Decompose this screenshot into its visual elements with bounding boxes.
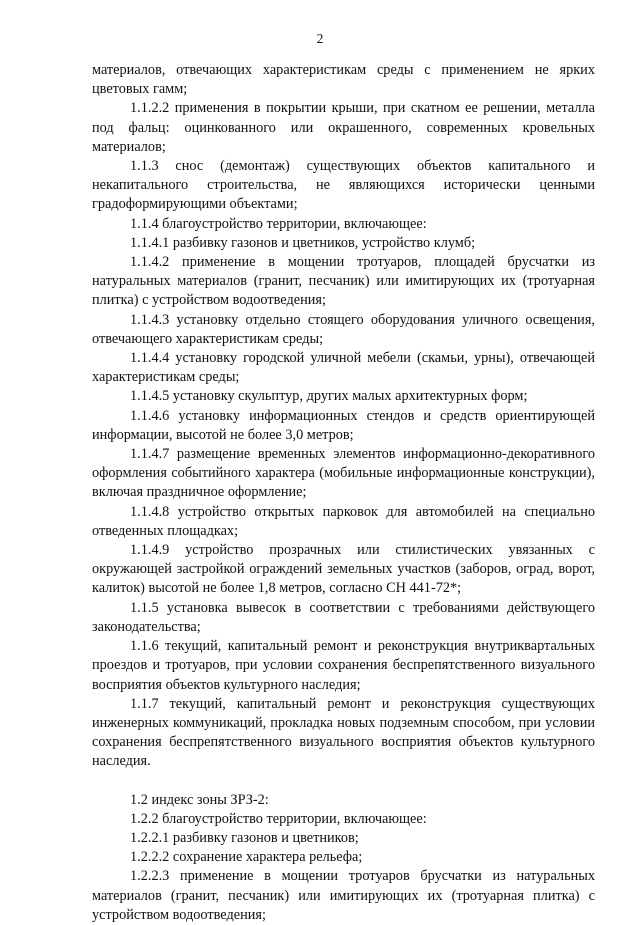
paragraph-1-2-2-1: 1.2.2.1 разбивку газонов и цветников; <box>130 829 359 846</box>
paragraph-1-1-4-9: 1.1.4.9 устройство прозрачных или стилистических увязанных с окружающей застройкой ограждений земельных участков (заборов, оград, ворот, калиток) высотой не более 1,8 метров, согласно СН 441-72*; <box>92 542 595 597</box>
paragraph-1-2-2: 1.2.2 благоустройство территории, включающее: <box>130 810 427 827</box>
paragraph-1-1-4-4: 1.1.4.4 установку городской уличной мебели (скамьи, урны), отвечающей характеристикам среды; <box>92 350 595 386</box>
paragraph-1-1-3: 1.1.3 снос (демонтаж) существующих объектов капитального и некапитального строительства, не являющихся исторически ценными градоформирующими объектами; <box>92 158 595 213</box>
paragraph-1-1-4: 1.1.4 благоустройство территории, включающее: <box>130 215 427 232</box>
paragraph-1-1-4-2: 1.1.4.2 применение в мощении тротуаров, площадей брусчатки из натуральных материалов (гранит, песчаник) или имитирующих их (тротуарная плитка) с устройством водоотведения; <box>92 254 595 309</box>
paragraph-1-1-4-5: 1.1.4.5 установку скульптур, других малых архитектурных форм; <box>130 388 528 405</box>
paragraph-1-1-2-2: 1.1.2.2 применения в покрытии крыши, при скатном ее решении, металла под фальц: оцинкованного или окрашенного, современных кровельных материалов; <box>92 100 595 155</box>
paragraph-1-1-4-6: 1.1.4.6 установку информационных стендов и средств ориентирующей информации, высотой не более 3,0 метров; <box>92 407 595 443</box>
paragraph-1-2-2-2: 1.2.2.2 сохранение характера рельефа; <box>130 849 363 866</box>
section-gap <box>92 772 595 791</box>
paragraph-1-2-2-3: 1.2.2.3 применение в мощении тротуаров брусчатки из натуральных материалов (гранит, песчаник) или имитирующих их (тротуарная плитка) с устройством водоотведения; <box>92 868 595 923</box>
paragraph-1-2: 1.2 индекс зоны ЗРЗ-2: <box>130 791 269 808</box>
paragraph-1-1-4-8: 1.1.4.8 устройство открытых парковок для автомобилей на специально отведенных площадках; <box>92 503 595 539</box>
document-body <box>92 61 595 925</box>
page-number: 2 <box>316 31 324 46</box>
paragraph-1-1-5: 1.1.5 установка вывесок в соответствии с требованиями действующего законодательства; <box>92 599 595 635</box>
paragraph-1-1-6: 1.1.6 текущий, капитальный ремонт и реконструкция внутриквартальных проездов и тротуаров, при условии сохранения беспрепятственного визуального восприятия объектов культурного наследия; <box>92 638 595 693</box>
paragraph-1-1-4-7: 1.1.4.7 размещение временных элементов информационно-декоративного оформления событийного характера (мобильные информационные конструкции), включая праздничное оформление; <box>92 446 595 501</box>
paragraph-1-1-4-3: 1.1.4.3 установку отдельно стоящего оборудования уличного освещения, отвечающего характеристикам среды; <box>92 311 595 347</box>
paragraph-1-1-7: 1.1.7 текущий, капитальный ремонт и реконструкция существующих инженерных коммуникаций, прокладка новых подземным способом, при условии сохранения беспрепятственного визуального восприятия объектов культурного наследия. <box>92 695 595 770</box>
paragraph-continuation: материалов, отвечающих характеристикам среды с применением не ярких цветовых гамм; <box>92 62 595 98</box>
paragraph-1-1-4-1: 1.1.4.1 разбивку газонов и цветников, устройство клумб; <box>130 234 476 251</box>
